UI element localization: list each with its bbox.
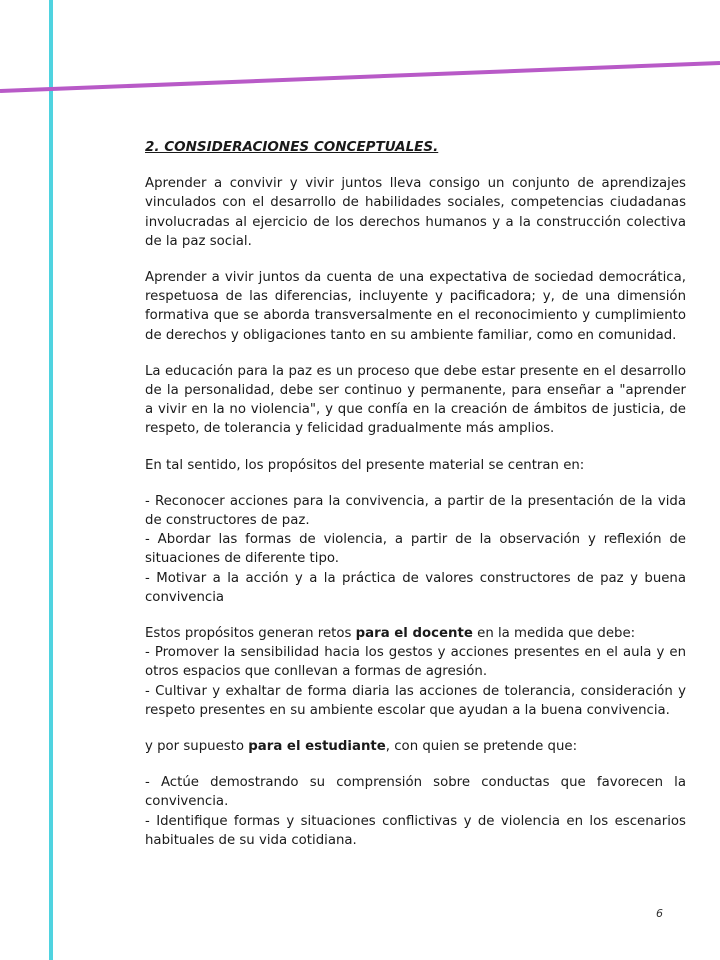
paragraph-4: En tal sentido, los propósitos del presente material se centran en:: [145, 457, 585, 473]
purpose-item-1: - Reconocer acciones para la convivencia, a partir de la presentación de la vida de constructores de paz.: [145, 493, 686, 529]
magenta-horizontal-rule: [0, 63, 720, 91]
purpose-item-2: - Abordar las formas de violencia, a partir de la observación y reflexión de situaciones de diferente tipo.: [145, 532, 686, 567]
student-intro: y por supuesto para el estudiante, con quien se pretende que:: [145, 739, 578, 755]
purpose-item-3: - Motivar a la acción y a la práctica de valores constructores de paz y buena convivencia: [145, 570, 686, 605]
teacher-intro: Estos propósitos generan retos para el docente en la medida que debe:: [145, 626, 636, 642]
document-body: [145, 138, 686, 850]
section-title: 2. CONSIDERACIONES CONCEPTUALES.: [145, 139, 439, 155]
student-emphasis: para el estudiante: [248, 739, 386, 755]
teacher-item-2: - Cultivar y exhaltar de forma diaria las acciones de tolerancia, consideración y respeto presentes en su ambiente escolar que ayudan a la buena convivencia.: [145, 683, 686, 718]
student-item-2: - Identifique formas y situaciones conflictivas y de violencia en los escenarios habituales de su vida cotidiana.: [145, 813, 686, 848]
page-number: 6: [656, 907, 663, 920]
student-item-1: - Actúe demostrando su comprensión sobre conductas que favorecen la convivencia.: [145, 775, 686, 810]
teacher-item-1: - Promover la sensibilidad hacia los gestos y acciones presentes en el aula y en otros espacios que conllevan a formas de agresión.: [145, 645, 686, 680]
paragraph-2: Aprender a vivir juntos da cuenta de una expectativa de sociedad democrática, respetuosa de las diferencias, incluyente y pacificadora; y, de una dimensión formativa que se aborda transversalmente en el reconocimiento y cumplimiento de derechos y obligaciones tanto en su ambiente familiar, como en comunidad.: [145, 270, 686, 343]
paragraph-3: La educación para la paz es un proceso que debe estar presente en el desarrollo de la personalidad, debe ser continuo y permanente, para enseñar a "aprender a vivir en la no violencia", y que confía en la creación de ámbitos de justicia, de respeto, de tolerancia y felicidad gradualmente más amplios.: [145, 363, 686, 437]
teacher-emphasis: para el docente: [355, 626, 473, 642]
paragraph-1: Aprender a convivir y vivir juntos lleva consigo un conjunto de aprendizajes vinculados con el desarrollo de habilidades sociales, competencias ciudadanas involucradas al ejercicio de los derechos humanos y a la construcción colectiva de la paz social.: [145, 176, 686, 249]
